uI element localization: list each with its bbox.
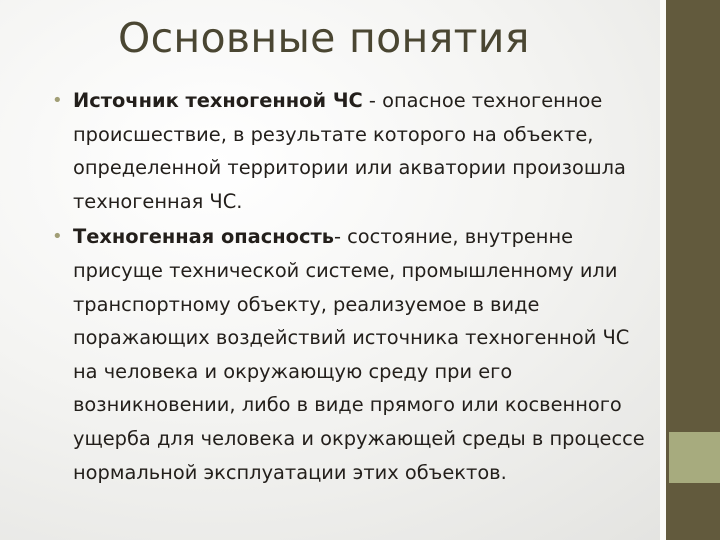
slide-title: Основные понятия [118,14,530,62]
bullet-icon: • [52,226,63,248]
definition-text: - опасное техногенное происшествие, в результате которого на объекте, определенной территории или акватории произошла техногенная ЧС. [73,89,626,213]
side-accent-block [669,432,720,483]
definition-term: Техногенная опасность [73,225,334,249]
definition-item [52,84,648,218]
bullet-icon: • [52,90,63,111]
definition-term: Источник техногенной ЧС [73,89,363,112]
slide-content [52,84,648,489]
definition-text: - состояние, внутренне присуще технической системе, промышленному или транспортному объекту, реализуемое в виде поражающих воздействий источника техногенной ЧС на человека и окружающую среду при его возникновении, либо в виде прямого или косвенного ущерба для человека и окружающей среды в процессе нормальной эксплуатации этих объектов. [73,225,645,484]
definition-item [52,220,648,489]
